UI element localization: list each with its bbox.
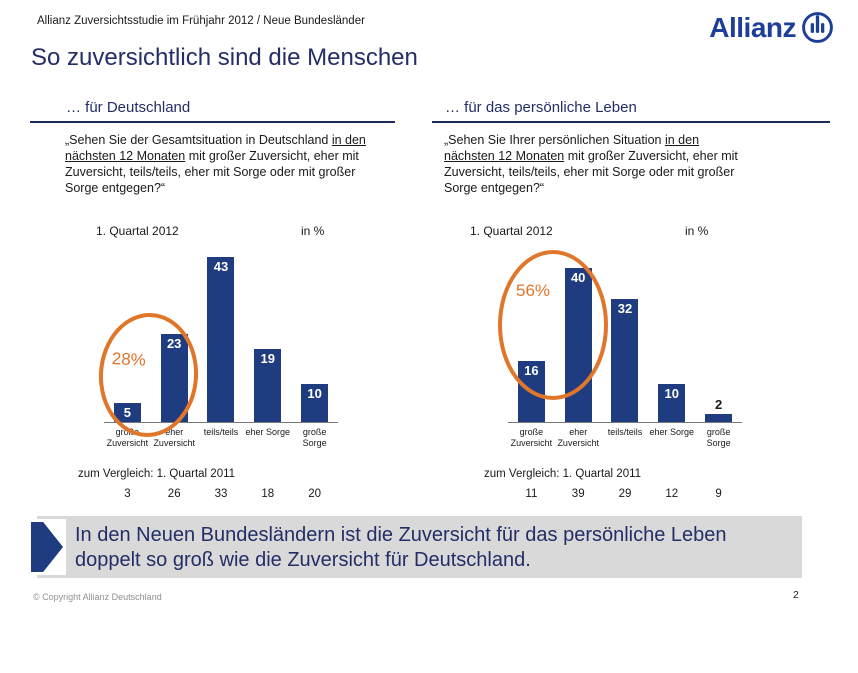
bar-column — [602, 299, 649, 422]
survey-question-deutschland — [65, 132, 379, 196]
bar-column — [648, 384, 695, 422]
comparison-value: 11 — [525, 488, 538, 500]
bar-column — [695, 395, 742, 422]
bar-column — [291, 384, 338, 422]
allianz-emblem-icon — [801, 11, 834, 44]
bar-value-label: 19 — [260, 351, 276, 366]
category-label: große Sorge — [706, 427, 731, 448]
period-label: 1. Quartal 2012 — [470, 224, 553, 238]
period-label: 1. Quartal 2012 — [96, 224, 179, 238]
panel-title-persoenliches-leben: … für das persönliche Leben — [445, 99, 637, 116]
category-label: große Sorge — [302, 427, 327, 448]
comparison-value: 9 — [715, 488, 722, 500]
category-label: große Zuversicht — [106, 427, 149, 448]
highlight-circle — [498, 250, 608, 400]
bar — [207, 257, 234, 422]
allianz-logo — [709, 11, 834, 44]
bar — [705, 414, 732, 422]
question-underlined: in den nächsten 12 Monaten — [65, 133, 366, 163]
highlight-percentage: 28% — [111, 349, 147, 370]
bar-value-label: 10 — [307, 386, 322, 401]
survey-question-persoenlich — [444, 132, 746, 196]
panel-deutschland — [30, 97, 395, 517]
bar-column — [198, 257, 245, 422]
comparison-value: 26 — [167, 488, 181, 500]
category-label: eher Sorge — [649, 427, 695, 437]
bar-value-label: 16 — [524, 363, 539, 378]
comparison-value: 39 — [571, 488, 585, 500]
category-label: große Zuversicht — [510, 427, 553, 448]
allianz-wordmark: Allianz — [709, 11, 796, 43]
comparison-value: 18 — [261, 488, 275, 500]
bar-value-label: 5 — [123, 405, 131, 420]
comparison-value: 29 — [618, 488, 632, 500]
question-post: mit großer Zuversicht, eher mit Zuversicht, teils/teils, eher mit Sorge oder mit großer Sorge entgegen?“ — [65, 149, 359, 195]
slide-header-text: Allianz Zuversichtsstudie im Frühjahr 2012 / Neue Bundesländer — [37, 15, 365, 27]
comparison-label: zum Vergleich: 1. Quartal 2011 — [78, 468, 236, 480]
panel-title-deutschland: … für Deutschland — [66, 99, 191, 116]
key-message-line: doppelt so groß wie die Zuversicht für Deutschland. — [75, 549, 531, 571]
arrow-right-icon — [31, 522, 63, 572]
comparison-label: zum Vergleich: 1. Quartal 2011 — [484, 468, 642, 480]
comparison-value: 12 — [665, 488, 679, 500]
bar — [611, 299, 638, 422]
category-label: teils/teils — [607, 427, 643, 437]
panel-divider — [432, 121, 830, 123]
bar-column — [244, 349, 291, 422]
category-label: eher Zuversicht — [153, 427, 195, 448]
category-label: eher Sorge — [245, 427, 291, 437]
bar-value-label: 43 — [213, 259, 229, 274]
page-title: So zuversichtlich sind die Menschen — [31, 44, 418, 71]
bar-value-label: 32 — [617, 301, 633, 316]
copyright-text: © Copyright Allianz Deutschland — [33, 592, 162, 602]
unit-label: in % — [301, 224, 325, 238]
unit-label: in % — [685, 224, 709, 238]
comparison-values — [104, 488, 338, 500]
question-underlined: in den nächsten 12 Monaten — [444, 133, 700, 163]
bar-value-label: 10 — [664, 386, 680, 401]
question-post: mit großer Zuversicht, eher mit Zuversicht, teils/teils, eher mit Sorge oder mit großer Sorge entgegen?“ — [444, 149, 738, 195]
comparison-value: 3 — [124, 488, 131, 500]
key-message-text — [37, 516, 802, 573]
panel-divider — [30, 121, 395, 123]
panel-persoenliches-leben — [432, 97, 830, 517]
bar — [254, 349, 281, 422]
comparison-values — [508, 488, 742, 500]
bar-chart-persoenliches-leben — [508, 253, 742, 449]
category-label: teils/teils — [203, 427, 239, 437]
bar-value-label: 23 — [166, 336, 182, 351]
category-label: eher Zuversicht — [557, 427, 599, 448]
bar-value-label: 2 — [714, 397, 723, 412]
highlight-percentage: 56% — [516, 281, 551, 300]
question-pre: „Sehen Sie der Gesamtsituation in Deutschland — [65, 133, 332, 147]
bar-chart-deutschland — [104, 253, 338, 449]
comparison-value: 33 — [214, 488, 228, 500]
key-message-line: In den Neuen Bundesländern ist die Zuversicht für das persönliche Leben — [75, 524, 727, 546]
comparison-value: 20 — [308, 488, 321, 500]
bar — [301, 384, 328, 422]
key-message-box — [37, 516, 802, 578]
bar — [658, 384, 685, 422]
bar-value-label: 40 — [570, 270, 586, 285]
page-number: 2 — [793, 589, 799, 601]
arrow-backing — [28, 519, 66, 575]
question-pre: „Sehen Sie Ihrer persönlichen Situation — [444, 133, 665, 147]
category-axis — [508, 427, 742, 449]
